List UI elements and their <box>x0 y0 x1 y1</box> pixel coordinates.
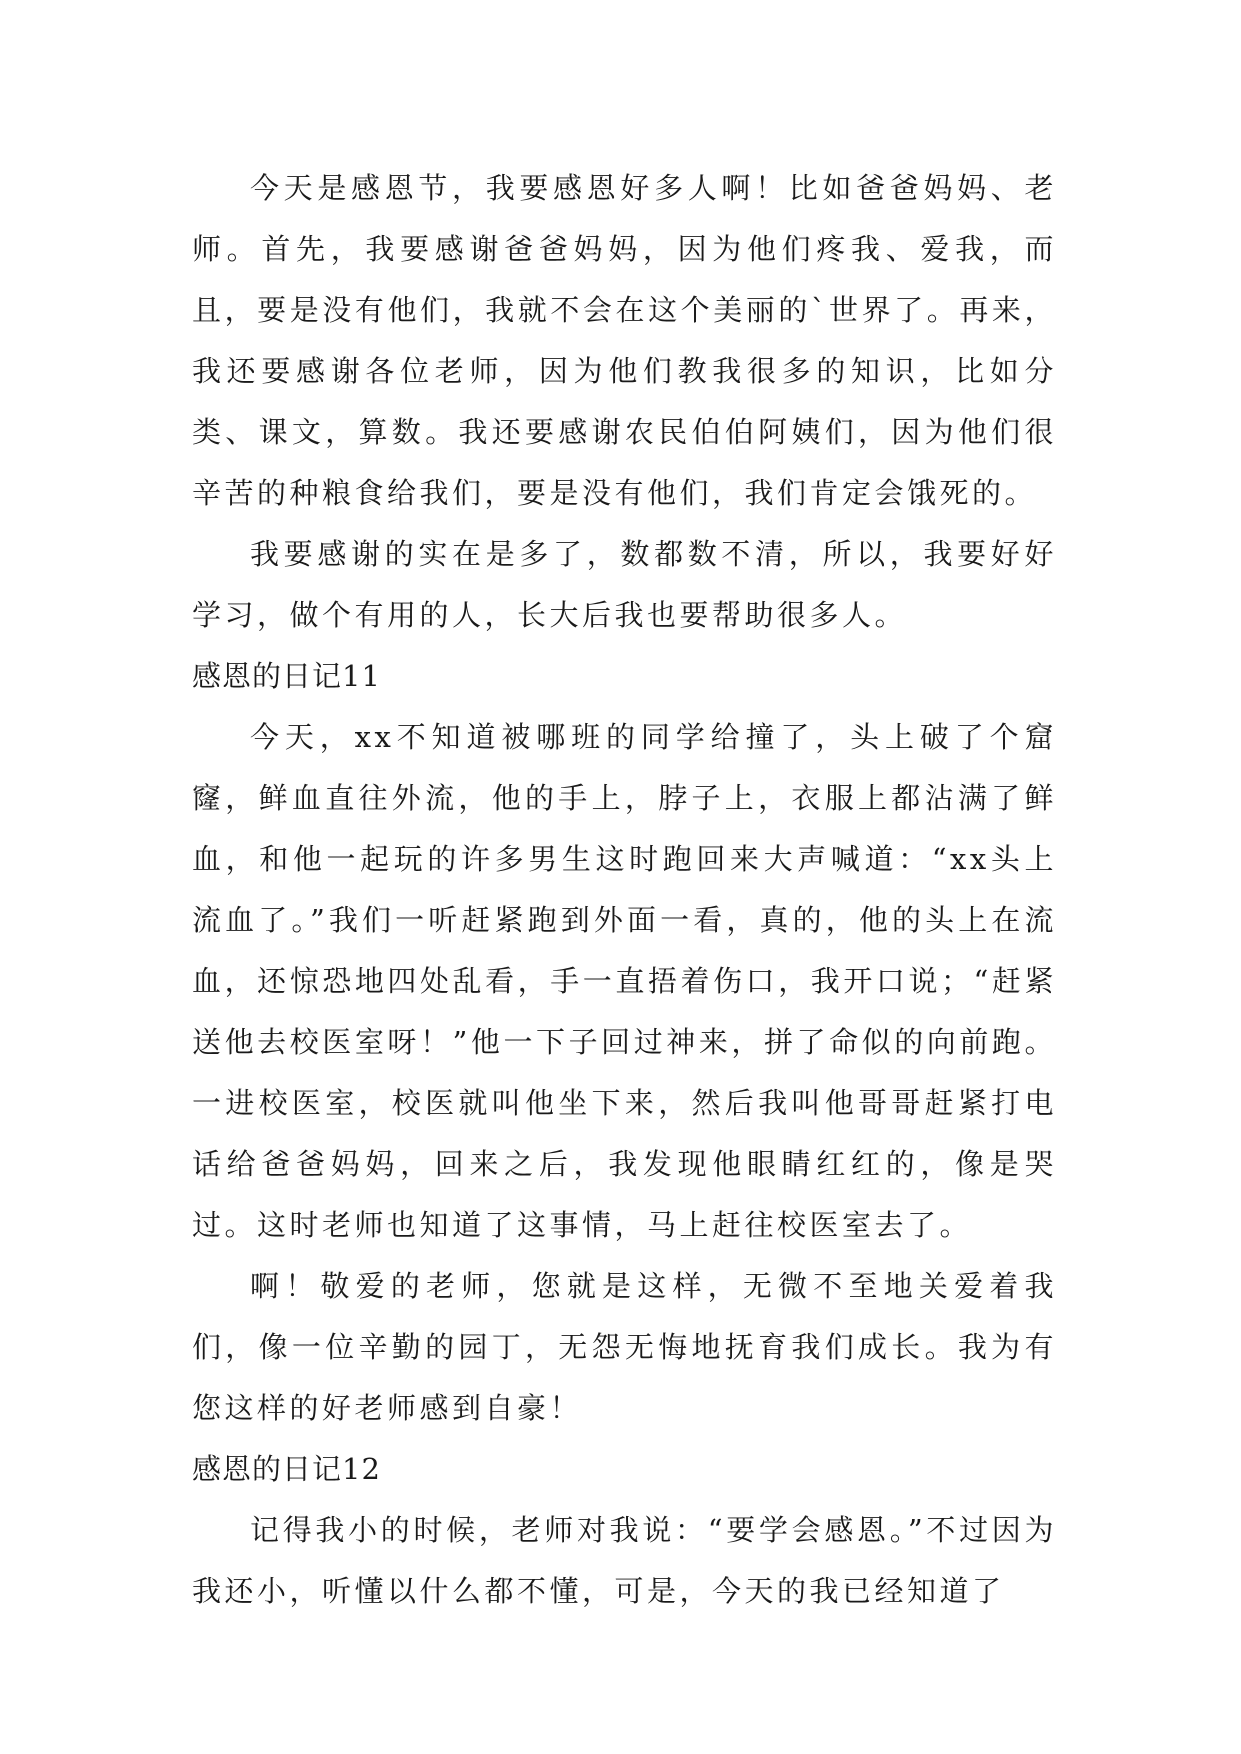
section-heading: 感恩的日记12 <box>192 1452 381 1486</box>
document-body <box>192 158 1057 1622</box>
paragraph: 今天是感恩节，我要感恩好多人啊！比如爸爸妈妈、老师。首先，我要感谢爸爸妈妈，因为他们疼我、爱我，而且，要是没有他们，我就不会在这个美丽的`世界了。再来，我还要感谢各位老师，因为他们教我很多的知识，比如分类、课文，算数。我还要感谢农民伯伯阿姨们，因为他们很辛苦的种粮食给我们，要是没有他们，我们肯定会饿死的。 <box>192 171 1057 510</box>
paragraph: 我要感谢的实在是多了，数都数不清，所以，我要好好学习，做个有用的人，长大后我也要帮助很多人。 <box>192 537 1057 632</box>
section-heading: 感恩的日记11 <box>192 659 381 693</box>
paragraph: 记得我小的时候，老师对我说：“要学会感恩。”不过因为我还小，听懂以什么都不懂，可是，今天的我已经知道了 <box>192 1513 1057 1608</box>
paragraph: 今天，xx不知道被哪班的同学给撞了，头上破了个窟窿，鲜血直往外流，他的手上，脖子上，衣服上都沾满了鲜血，和他一起玩的许多男生这时跑回来大声喊道：“xx头上流血了。”我们一听赶紧跑到外面一看，真的，他的头上在流血，还惊恐地四处乱看，手一直捂着伤口，我开口说；“赶紧送他去校医室呀！”他一下子回过神来，拼了命似的向前跑。一进校医室，校医就叫他坐下来，然后我叫他哥哥赶紧打电话给爸爸妈妈，回来之后，我发现他眼睛红红的，像是哭过。这时老师也知道了这事情，马上赶往校医室去了。 <box>192 720 1057 1242</box>
paragraph: 啊！敬爱的老师，您就是这样，无微不至地关爱着我们，像一位辛勤的园丁，无怨无悔地抚育我们成长。我为有您这样的好老师感到自豪！ <box>192 1269 1057 1425</box>
